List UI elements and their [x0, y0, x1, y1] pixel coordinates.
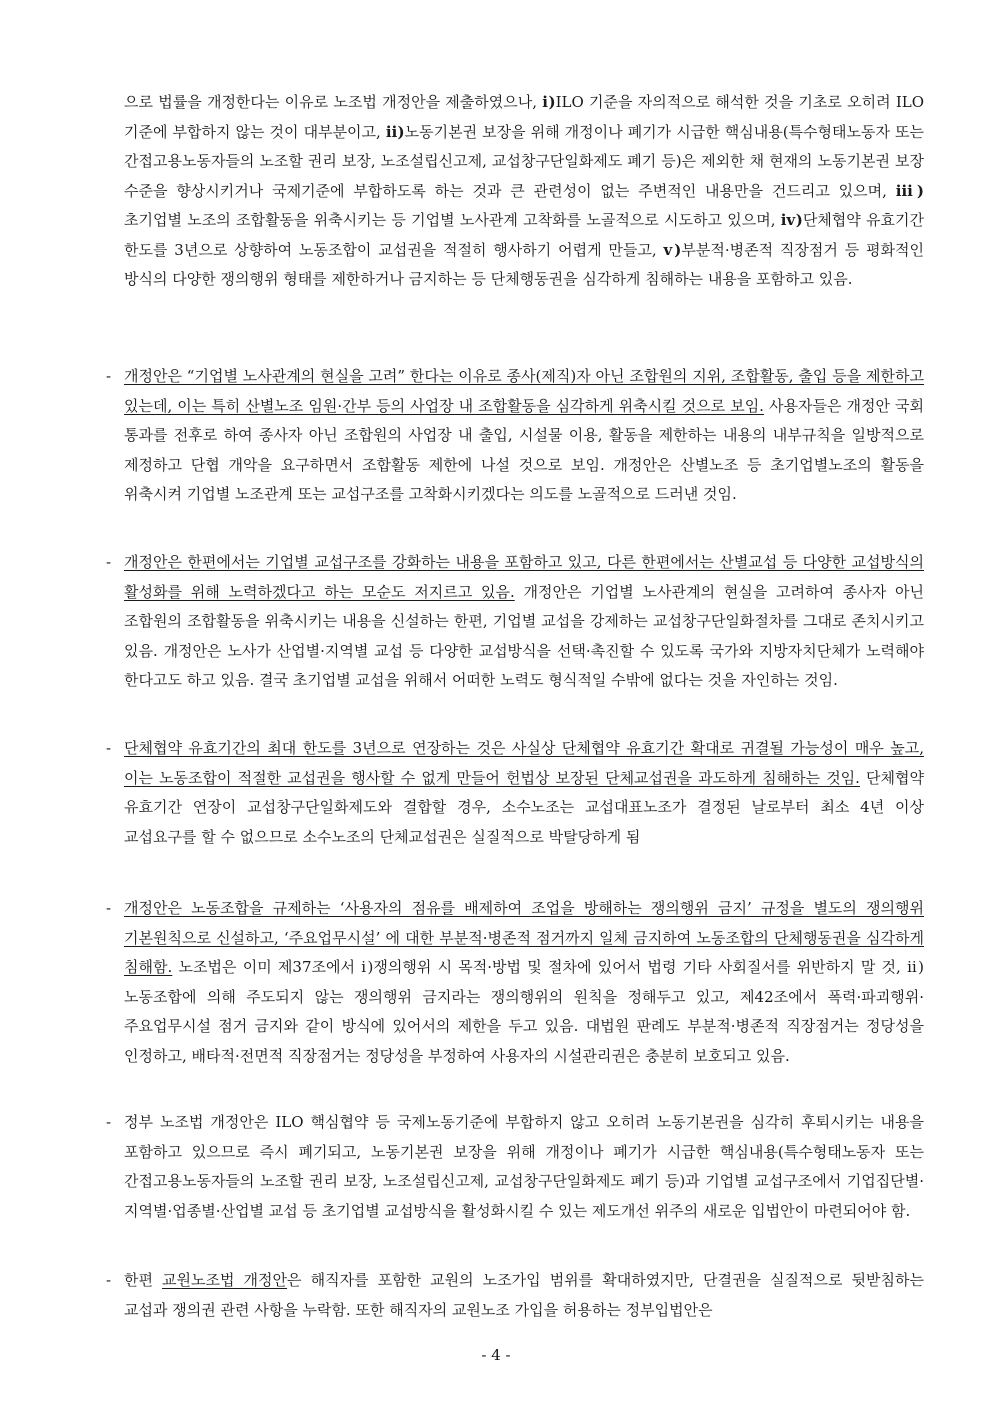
intro-text-5: 단체협약 유효기간 한도를 3년으로 상향하여 노동조합이 교섭권을 적절히 행사하기 어렵게 만들고, — [124, 211, 924, 259]
bullet-paragraph-4 — [124, 894, 924, 1071]
paragraph-text: 은 해직자를 포함한 교원의 노조가입 범위를 확대하였지만, 단결권을 실질적으로 뒷받침하는 교섭과 쟁의권 관련 사항을 누락함. 또한 해직자의 교원노조 가입을 허용하는 정부입법안은 — [124, 1271, 924, 1319]
bullet-dash: - — [106, 739, 112, 757]
list-marker-iv: ⅳ) — [780, 211, 803, 229]
paragraph-text: 정부 노조법 개정안은 ILO 핵심협약 등 국제노동기준에 부합하지 않고 오히려 노동기본권을 심각히 후퇴시키는 내용을 포함하고 있으므로 즉시 폐기되고, 노동기본권 보장을 위해 개정이나 폐기가 시급한 핵심내용(특수형태노동자 또는 간접고용노동자들의 노조할 권리 보장, 노조설립신고제, 교섭창구단일화제도 폐기 등)과 기업별 교섭구조에서 기업집단별·지역별·업종별·산업별 교섭 등 초기업별 교섭방식을 활성화시킬 수 있는 제도개선 위주의 새로운 입법안이 마련되어야 함. — [124, 1113, 924, 1220]
underlined-term: 교원노조법 개정안 — [162, 1271, 288, 1289]
paragraph-text: 개정안은 기업별 노사관계의 현실을 고려하여 종사자 아닌 조합원의 조합활동을 위축시키는 내용을 신설하는 한편, 기업별 교섭을 강제하는 교섭창구단일화절차를 그대로 존치시키고 있음. 개정안은 노사가 산업별·지역별 교섭 등 다양한 교섭방식을 선택·촉진할 수 있도록 국가와 지방자치단체가 노력해야 한다고도 하고 있음. 결국 초기업별 교섭을 위해서 어떠한 노력도 형식적일 수밖에 없다는 것을 자인하는 것임. — [124, 582, 924, 689]
bullet-paragraph-6 — [124, 1266, 924, 1325]
intro-text-4: 초기업별 노조의 조합활동을 위축시키는 등 기업별 노사관계 고착화를 노골적으로 시도하고 있으며, — [124, 211, 781, 229]
intro-text-3: 노동기본권 보장을 위해 개정이나 폐기가 시급한 핵심내용(특수형태노동자 또는 간접고용노동자들의 노조할 권리 보장, 노조설립신고제, 교섭창구단일화제도 폐기 등)은 제외한 채 현재의 노동기본권 보장 수준을 향상시키거나 국제기준에 부합하도록 하는 것과 큰 관련성이 없는 주변적인 내용만을 건드리고 있으며, — [124, 122, 925, 200]
bullet-dash: - — [106, 1113, 112, 1131]
paragraph-text: 한편 — [124, 1271, 163, 1289]
bullet-dash: - — [106, 367, 112, 385]
intro-paragraph — [124, 88, 924, 295]
page-number: - 4 - — [481, 1346, 511, 1364]
bullet-dash: - — [106, 899, 112, 917]
list-marker-ii: ⅱ) — [385, 122, 405, 141]
underlined-claim: 개정안은 노동조합을 규제하는 ‘사용자의 점유를 배제하여 조업을 방해하는 쟁의행위 금지’ 규정을 별도의 쟁의행위 기본원칙으로 신설하고, ‘주요업무시설’ 에 대한 부분적·병존적 점거까지 일체 금지하여 노동조합의 단체행동권을 심각하게 침해함. — [124, 899, 924, 976]
intro-text-6: 부분적·병존적 직장점거 등 평화적인 방식의 다양한 쟁의행위 형태를 제한하거나 금지하는 등 단체행동권을 심각하게 침해하는 내용을 포함하고 있음. — [124, 240, 924, 288]
intro-text-2: ILO 기준을 자의적으로 해석한 것을 기초로 오히려 ILO 기준에 부합하지 않는 것이 대부분이고, — [124, 93, 925, 141]
list-marker-iii: ⅲ) — [895, 181, 924, 200]
paragraph-text: 노조법은 이미 제37조에서 ⅰ)쟁의행위 시 목적·방법 및 절차에 있어서 법령 기타 사회질서를 위반하지 말 것, ⅱ) 노동조합에 의해 주도되지 않는 쟁의행위 금지라는 쟁의행위의 원칙을 정해두고 있고, 제42조에서 폭력·파괴행위·주요업무시설 점거 금지와 같이 방식에 있어서의 제한을 두고 있음. 대법원 판례도 부분적·병존적 직장점거는 정당성을 인정하고, 배타적·전면적 직장점거는 정당성을 부정하여 사용자의 시설관리권은 충분히 보호되고 있음. — [124, 958, 924, 1065]
underlined-claim: 단체협약 유효기간의 최대 한도를 3년으로 연장하는 것은 사실상 단체협약 유효기간 확대로 귀결될 가능성이 매우 높고, 이는 노동조합이 적절한 교섭권을 행사할 수 없게 만들어 헌법상 보장된 단체교섭권을 과도하게 침해하는 것임. — [124, 739, 924, 787]
underlined-claim: 개정안은 “기업별 노사관계의 현실을 고려” 한다는 이유로 종사(제직)자 아닌 조합원의 지위, 조합활동, 출입 등을 제한하고 있는데, 이는 특히 산별노조 임원·간부 등의 사업장 내 조합활동을 심각하게 위축시킬 것으로 보임. — [124, 367, 924, 415]
list-marker-i: ⅰ) — [542, 93, 556, 111]
paragraph-text: 사용자들은 개정안 국회 통과를 전후로 하여 종사자 아닌 조합원의 사업장 내 출입, 시설물 이용, 활동을 제한하는 내용의 내부규칙을 일방적으로 제정하고 단협 개악을 요구하면서 조합활동 제한에 나설 것으로 보임. 개정안은 산별노조 등 초기업별노조의 활동을 위축시켜 기업별 노조관계 또는 교섭구조를 고착화시키겠다는 의도를 노골적으로 드러낸 것임. — [124, 396, 924, 503]
bullet-paragraph-2 — [124, 548, 924, 696]
intro-text-1: 으로 법률을 개정한다는 이유로 노조법 개정안을 제출하였으나, — [124, 93, 543, 111]
bullet-paragraph-3 — [124, 734, 924, 852]
list-marker-v: ⅴ) — [663, 240, 682, 259]
paragraph-text: 단체협약 유효기간 연장이 교섭창구단일화제도와 결합할 경우, 소수노조는 교섭대표노조가 결정된 날로부터 최소 4년 이상 교섭요구를 할 수 없으므로 소수노조의 단체교섭권은 실질적으로 박탈당하게 됨 — [124, 768, 924, 846]
bullet-paragraph-1 — [124, 362, 924, 510]
bullet-dash: - — [106, 1271, 112, 1289]
bullet-paragraph-5 — [124, 1108, 924, 1226]
underlined-claim: 개정안은 한편에서는 기업별 교섭구조를 강화하는 내용을 포함하고 있고, 다른 한편에서는 산별교섭 등 다양한 교섭방식의 활성화를 위해 노력하겠다고 하는 모순도 저지르고 있음. — [124, 553, 924, 601]
bullet-dash: - — [106, 553, 112, 571]
